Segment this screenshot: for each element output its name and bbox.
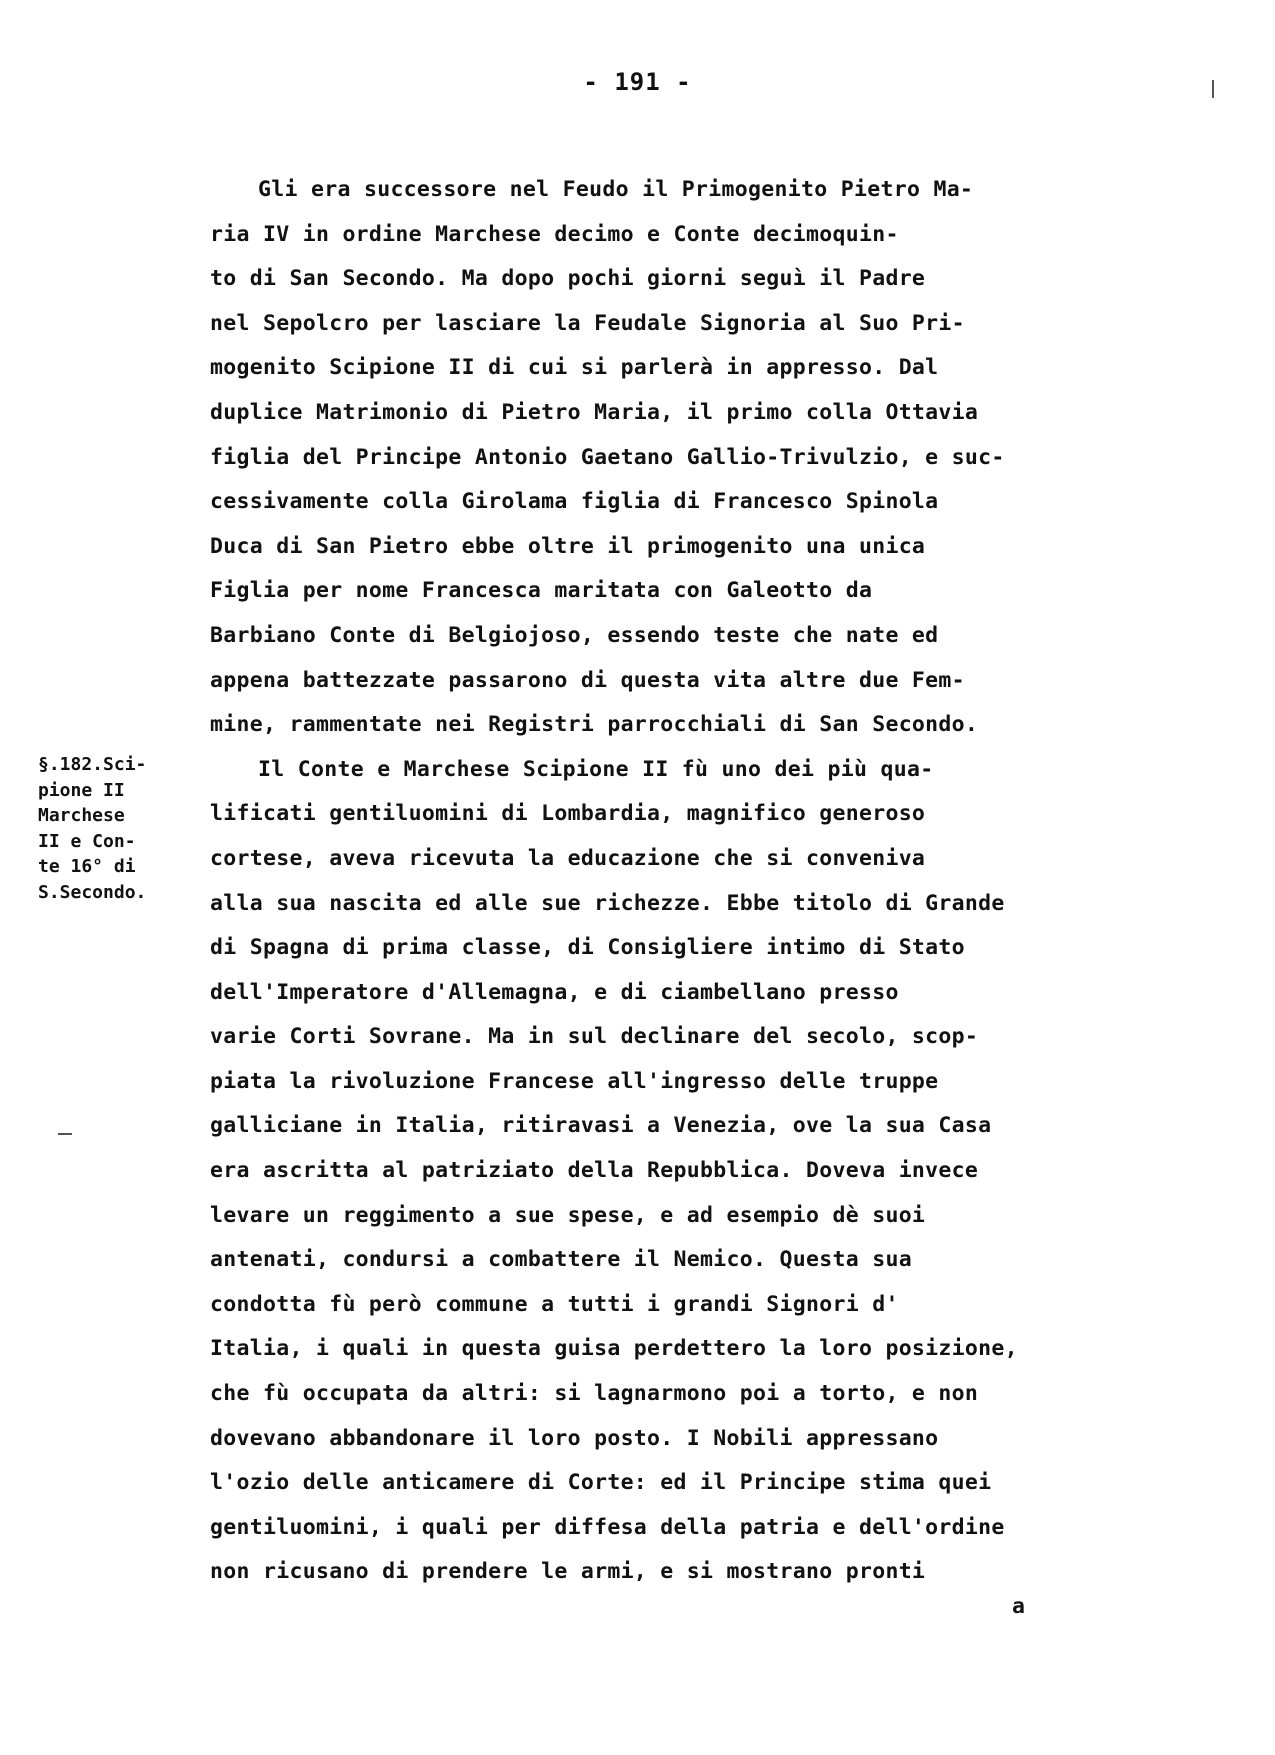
margin-note-line: Marchese (38, 805, 125, 826)
margin-note-line: S.Secondo. (38, 881, 147, 903)
text-line: non ricusano di prendere le armi, e si mostrano pronti (210, 1559, 926, 1585)
margin-note-line: II e Con- (38, 830, 136, 852)
text-line: antenati, condursi a combattere il Nemico. Questa sua (210, 1247, 912, 1273)
text-line: figlia del Principe Antonio Gaetano Gallio-Trivulzio, e suc- (210, 444, 1005, 470)
text-line: to di San Secondo. Ma dopo pochi giorni seguì il Padre (210, 266, 926, 292)
margin-note (38, 752, 146, 905)
page-number: - 191 - (583, 68, 692, 96)
text-line: appena battezzate passarono di questa vita altre due Fem- (210, 667, 965, 693)
text-line: cessivamente colla Girolama figlia di Francesco Spinola (210, 489, 939, 515)
text-line: cortese, aveva ricevuta la educazione che si conveniva (210, 845, 926, 871)
text-line: Duca di San Pietro ebbe oltre il primogenito una unica (210, 533, 926, 559)
text-line: gentiluomini, i quali per diffesa della patria e dell'ordine (210, 1514, 1005, 1540)
text-line: l'ozio delle anticamere di Corte: ed il Principe stima quei (210, 1470, 992, 1496)
text-line: levare un reggimento a sue spese, e ad esempio dè suoi (210, 1202, 926, 1228)
catchword: a (1012, 1594, 1025, 1619)
text-line: piata la rivoluzione Francese all'ingresso delle truppe (210, 1068, 939, 1094)
text-line: Barbiano Conte di Belgiojoso, essendo teste che nate ed (210, 622, 939, 648)
text-line: Italia, i quali in questa guisa perdettero la loro posizione, (210, 1336, 1018, 1362)
text-line: che fù occupata da altri: si lagnarmono poi a torto, e non (210, 1381, 979, 1407)
margin-note-line: pione II (38, 779, 125, 801)
text-line: nel Sepolcro per lasciare la Feudale Signoria al Suo Pri- (210, 310, 965, 336)
text-line: lificati gentiluomini di Lombardia, magnifico generoso (210, 801, 926, 827)
text-line: era ascritta al patriziato della Repubblica. Doveva invece (210, 1158, 979, 1184)
text-line: di Spagna di prima classe, di Consigliere intimo di Stato (210, 935, 965, 961)
text-line: dovevano abbandonare il loro posto. I Nobili appressano (210, 1425, 939, 1451)
text-line: mogenito Scipione II di cui si parlerà in appresso. Dal (210, 355, 939, 381)
text-line: Il Conte e Marchese Scipione II fù uno dei più qua- (258, 756, 934, 782)
text-line: mine, rammentate nei Registri parrocchiali di San Secondo. (210, 712, 979, 738)
text-line: Gli era successore nel Feudo il Primogenito Pietro Ma- (258, 177, 974, 202)
scan-mark (1212, 80, 1214, 98)
scan-mark (58, 1133, 72, 1135)
text-line: condotta fù però commune a tutti i grandi Signori d' (210, 1291, 899, 1317)
margin-note-line: te 16° di (38, 856, 136, 877)
text-line: alla sua nascita ed alle sue richezze. Ebbe titolo di Grande (210, 890, 1005, 916)
text-line: dell'Imperatore d'Allemagna, e di ciambellano presso (210, 979, 899, 1005)
text-line: ria IV in ordine Marchese decimo e Conte decimoquin- (210, 221, 899, 247)
text-line: galliciane in Italia, ritiravasi a Venezia, ove la sua Casa (210, 1113, 992, 1139)
text-line: duplice Matrimonio di Pietro Maria, il primo colla Ottavia (210, 399, 979, 425)
text-line: varie Corti Sovrane. Ma in sul declinare del secolo, scop- (210, 1024, 979, 1050)
text-line: Figlia per nome Francesca maritata con Galeotto da (210, 578, 873, 604)
margin-note-line: §.182.Sci- (38, 754, 147, 775)
body-text (210, 168, 1170, 1595)
